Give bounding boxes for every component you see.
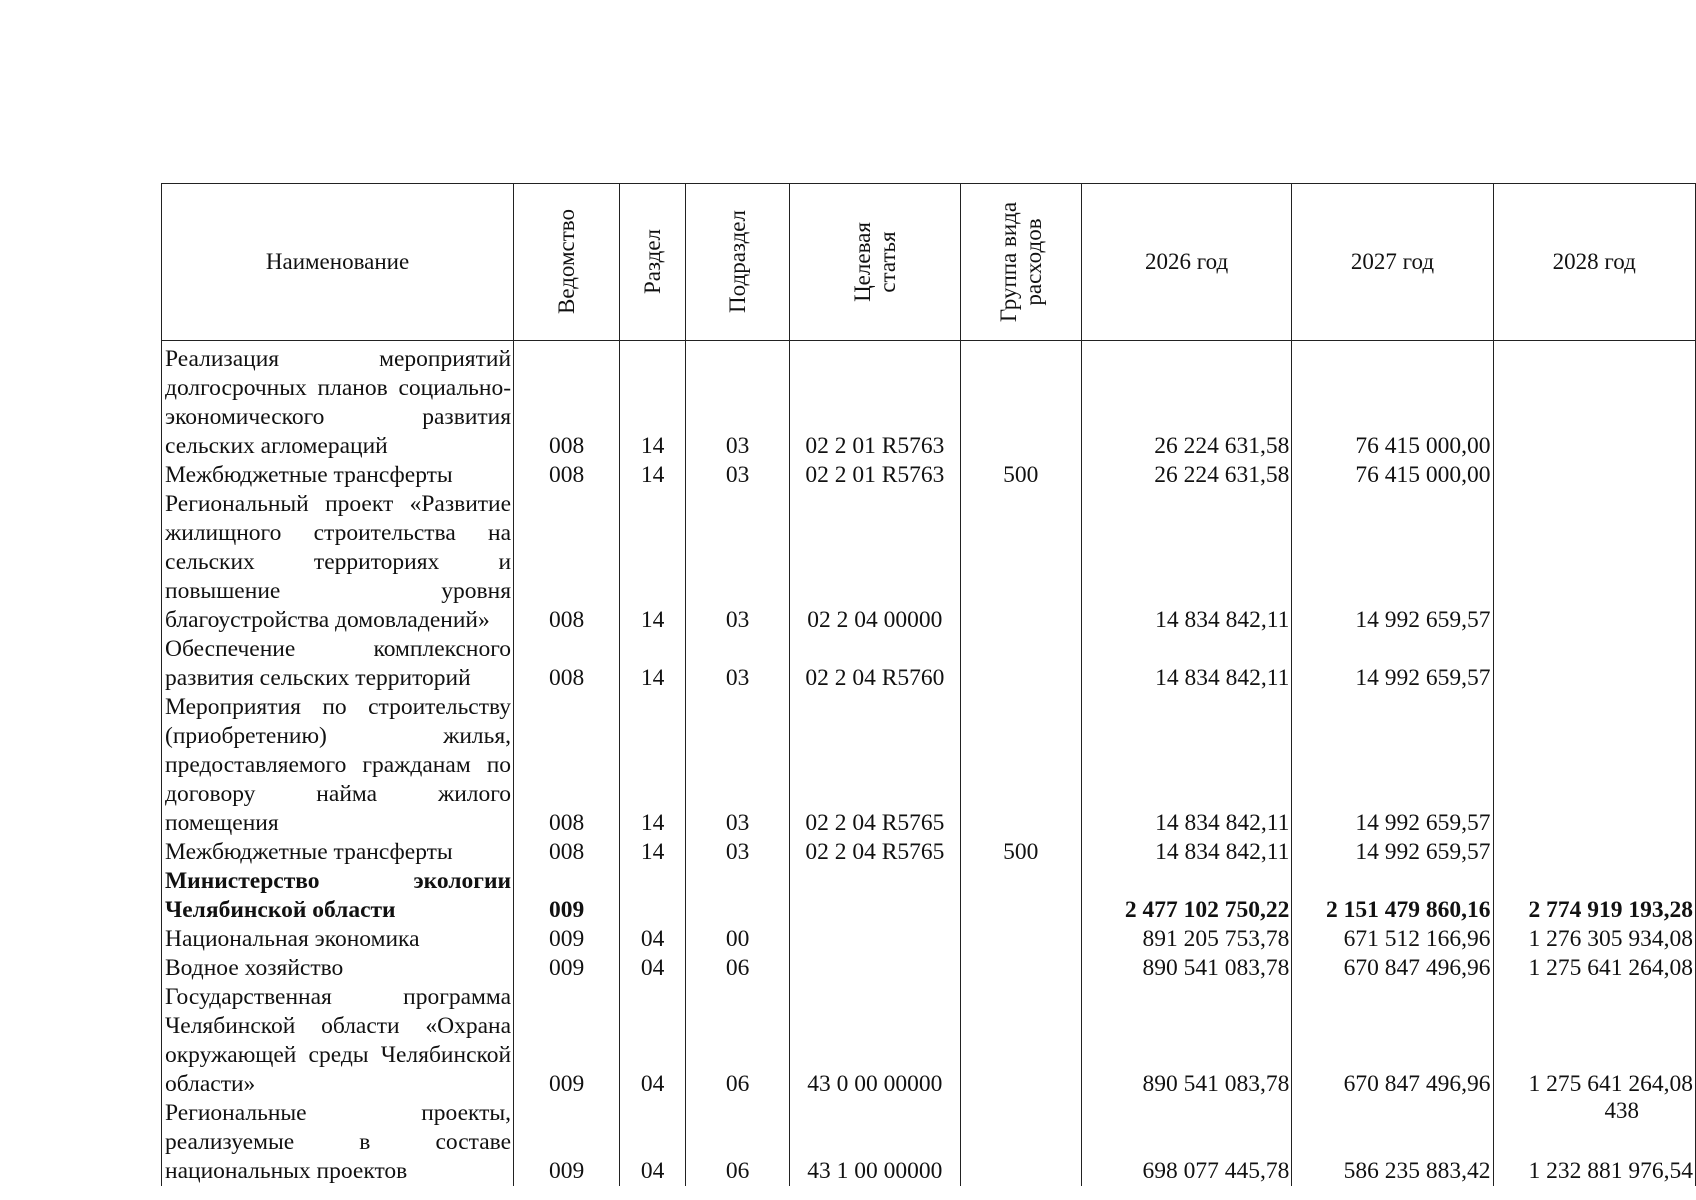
row-amount-2026: 14 834 842,11 [1081, 635, 1292, 693]
row-amount-2027: 14 992 659,57 [1292, 693, 1493, 838]
row-section: 04 [620, 1099, 686, 1186]
row-name: Водное хозяйство [162, 954, 514, 983]
row-expense-group [960, 635, 1081, 693]
row-target-item [790, 867, 961, 925]
row-expense-group [960, 341, 1081, 462]
row-amount-2026: 26 224 631,58 [1081, 341, 1292, 462]
row-name: Межбюджетные трансферты [162, 838, 514, 867]
row-target-item [790, 925, 961, 954]
row-department: 009 [514, 925, 620, 954]
header-2026: 2026 год [1081, 184, 1292, 341]
header-expense-group-line1: Группа вида [995, 201, 1021, 322]
row-expense-group [960, 490, 1081, 635]
row-section [620, 867, 686, 925]
row-section: 14 [620, 693, 686, 838]
row-subsection: 03 [686, 490, 790, 635]
row-name: Национальная экономика [162, 925, 514, 954]
table-row [162, 1099, 1696, 1186]
table-row-ministry [162, 867, 1696, 925]
row-amount-2028: 1 275 641 264,08 [1493, 954, 1695, 983]
row-target-item: 02 2 01 R5763 [790, 461, 961, 490]
row-amount-2027: 76 415 000,00 [1292, 461, 1493, 490]
row-amount-2026: 26 224 631,58 [1081, 461, 1292, 490]
row-target-item: 02 2 04 R5760 [790, 635, 961, 693]
table-row [162, 693, 1696, 838]
header-expense-group [960, 184, 1081, 341]
row-amount-2028 [1493, 635, 1695, 693]
row-subsection: 06 [686, 1099, 790, 1186]
row-amount-2028 [1493, 461, 1695, 490]
header-section: Раздел [620, 184, 686, 341]
row-subsection: 00 [686, 925, 790, 954]
row-amount-2027: 670 847 496,96 [1292, 954, 1493, 983]
row-amount-2026: 2 477 102 750,22 [1081, 867, 1292, 925]
row-department: 008 [514, 693, 620, 838]
row-amount-2027: 670 847 496,96 [1292, 983, 1493, 1099]
row-amount-2026: 890 541 083,78 [1081, 983, 1292, 1099]
row-target-item [790, 954, 961, 983]
row-amount-2028: 1 275 641 264,08 [1493, 983, 1695, 1099]
header-expense-group-line2: расходов [1020, 217, 1046, 306]
row-subsection: 03 [686, 341, 790, 462]
row-section: 04 [620, 925, 686, 954]
row-department: 008 [514, 490, 620, 635]
row-department: 009 [514, 1099, 620, 1186]
row-department: 009 [514, 867, 620, 925]
header-target-item [790, 184, 961, 341]
row-amount-2027: 2 151 479 860,16 [1292, 867, 1493, 925]
row-subsection: 03 [686, 461, 790, 490]
row-section: 14 [620, 461, 686, 490]
table-row [162, 490, 1696, 635]
page-number: 438 [1604, 1098, 1639, 1123]
table-row [162, 954, 1696, 983]
budget-table [161, 183, 1696, 1186]
row-expense-group [960, 925, 1081, 954]
row-target-item: 02 2 04 00000 [790, 490, 961, 635]
row-section: 14 [620, 635, 686, 693]
row-target-item: 02 2 01 R5763 [790, 341, 961, 462]
row-name: Мероприятия по строительству (приобретению) жилья, предоставляемого гражданам по договору найма жилого помещения [162, 693, 514, 838]
row-name: Региональный проект «Развитие жилищного строительства на сельских территориях и повышение уровня благоустройства домовладений» [162, 490, 514, 635]
row-amount-2027: 14 992 659,57 [1292, 838, 1493, 867]
row-department: 008 [514, 461, 620, 490]
row-amount-2027: 14 992 659,57 [1292, 635, 1493, 693]
header-subsection: Подраздел [686, 184, 790, 341]
row-department: 009 [514, 954, 620, 983]
row-amount-2028 [1493, 693, 1695, 838]
header-name: Наименование [162, 184, 514, 341]
row-name: Региональные проекты, реализуемые в составе национальных проектов [162, 1099, 514, 1186]
row-amount-2027: 671 512 166,96 [1292, 925, 1493, 954]
row-section: 14 [620, 838, 686, 867]
row-amount-2028 [1493, 490, 1695, 635]
table-row [162, 341, 1696, 462]
row-name: Государственная программа Челябинской области «Охрана окружающей среды Челябинской области» [162, 983, 514, 1099]
row-expense-group [960, 954, 1081, 983]
row-name: Обеспечение комплексного развития сельских территорий [162, 635, 514, 693]
row-amount-2028: 2 774 919 193,28 [1493, 867, 1695, 925]
row-department: 009 [514, 983, 620, 1099]
header-target-item-line2: статья [874, 230, 900, 293]
row-subsection: 03 [686, 838, 790, 867]
row-section: 04 [620, 983, 686, 1099]
row-subsection [686, 867, 790, 925]
header-2027: 2027 год [1292, 184, 1493, 341]
header-row [162, 184, 1696, 341]
row-subsection: 06 [686, 983, 790, 1099]
row-subsection: 03 [686, 693, 790, 838]
row-section: 04 [620, 954, 686, 983]
row-amount-2028: 1 232 881 976,54 [1493, 1099, 1695, 1186]
row-subsection: 03 [686, 635, 790, 693]
table-row [162, 461, 1696, 490]
row-section: 14 [620, 490, 686, 635]
row-section: 14 [620, 341, 686, 462]
table-row [162, 925, 1696, 954]
row-expense-group [960, 693, 1081, 838]
row-department: 008 [514, 341, 620, 462]
row-name: Реализация мероприятий долгосрочных планов социально-экономического развития сельских агломераций [162, 341, 514, 462]
row-department: 008 [514, 635, 620, 693]
table-row [162, 983, 1696, 1099]
row-expense-group [960, 983, 1081, 1099]
row-name: Министерство экологии Челябинской области [162, 867, 514, 925]
row-amount-2027: 14 992 659,57 [1292, 490, 1493, 635]
row-amount-2026: 14 834 842,11 [1081, 490, 1292, 635]
row-target-item: 02 2 04 R5765 [790, 838, 961, 867]
row-amount-2026: 698 077 445,78 [1081, 1099, 1292, 1186]
row-amount-2027: 76 415 000,00 [1292, 341, 1493, 462]
row-amount-2027: 586 235 883,42 [1292, 1099, 1493, 1186]
row-expense-group: 500 [960, 838, 1081, 867]
header-target-item-line1: Целевая [849, 221, 875, 302]
row-amount-2028 [1493, 341, 1695, 462]
row-target-item: 02 2 04 R5765 [790, 693, 961, 838]
row-expense-group [960, 867, 1081, 925]
row-expense-group: 500 [960, 461, 1081, 490]
row-amount-2026: 891 205 753,78 [1081, 925, 1292, 954]
row-subsection: 06 [686, 954, 790, 983]
row-amount-2028: 1 276 305 934,08 [1493, 925, 1695, 954]
row-amount-2026: 14 834 842,11 [1081, 693, 1292, 838]
row-name: Межбюджетные трансферты [162, 461, 514, 490]
table-row [162, 838, 1696, 867]
header-department: Ведомство [514, 184, 620, 341]
row-amount-2026: 14 834 842,11 [1081, 838, 1292, 867]
row-expense-group [960, 1099, 1081, 1186]
table-row [162, 635, 1696, 693]
row-target-item: 43 0 00 00000 [790, 983, 961, 1099]
row-target-item: 43 1 00 00000 [790, 1099, 961, 1186]
row-department: 008 [514, 838, 620, 867]
header-2028: 2028 год [1493, 184, 1695, 341]
row-amount-2026: 890 541 083,78 [1081, 954, 1292, 983]
row-amount-2028 [1493, 838, 1695, 867]
